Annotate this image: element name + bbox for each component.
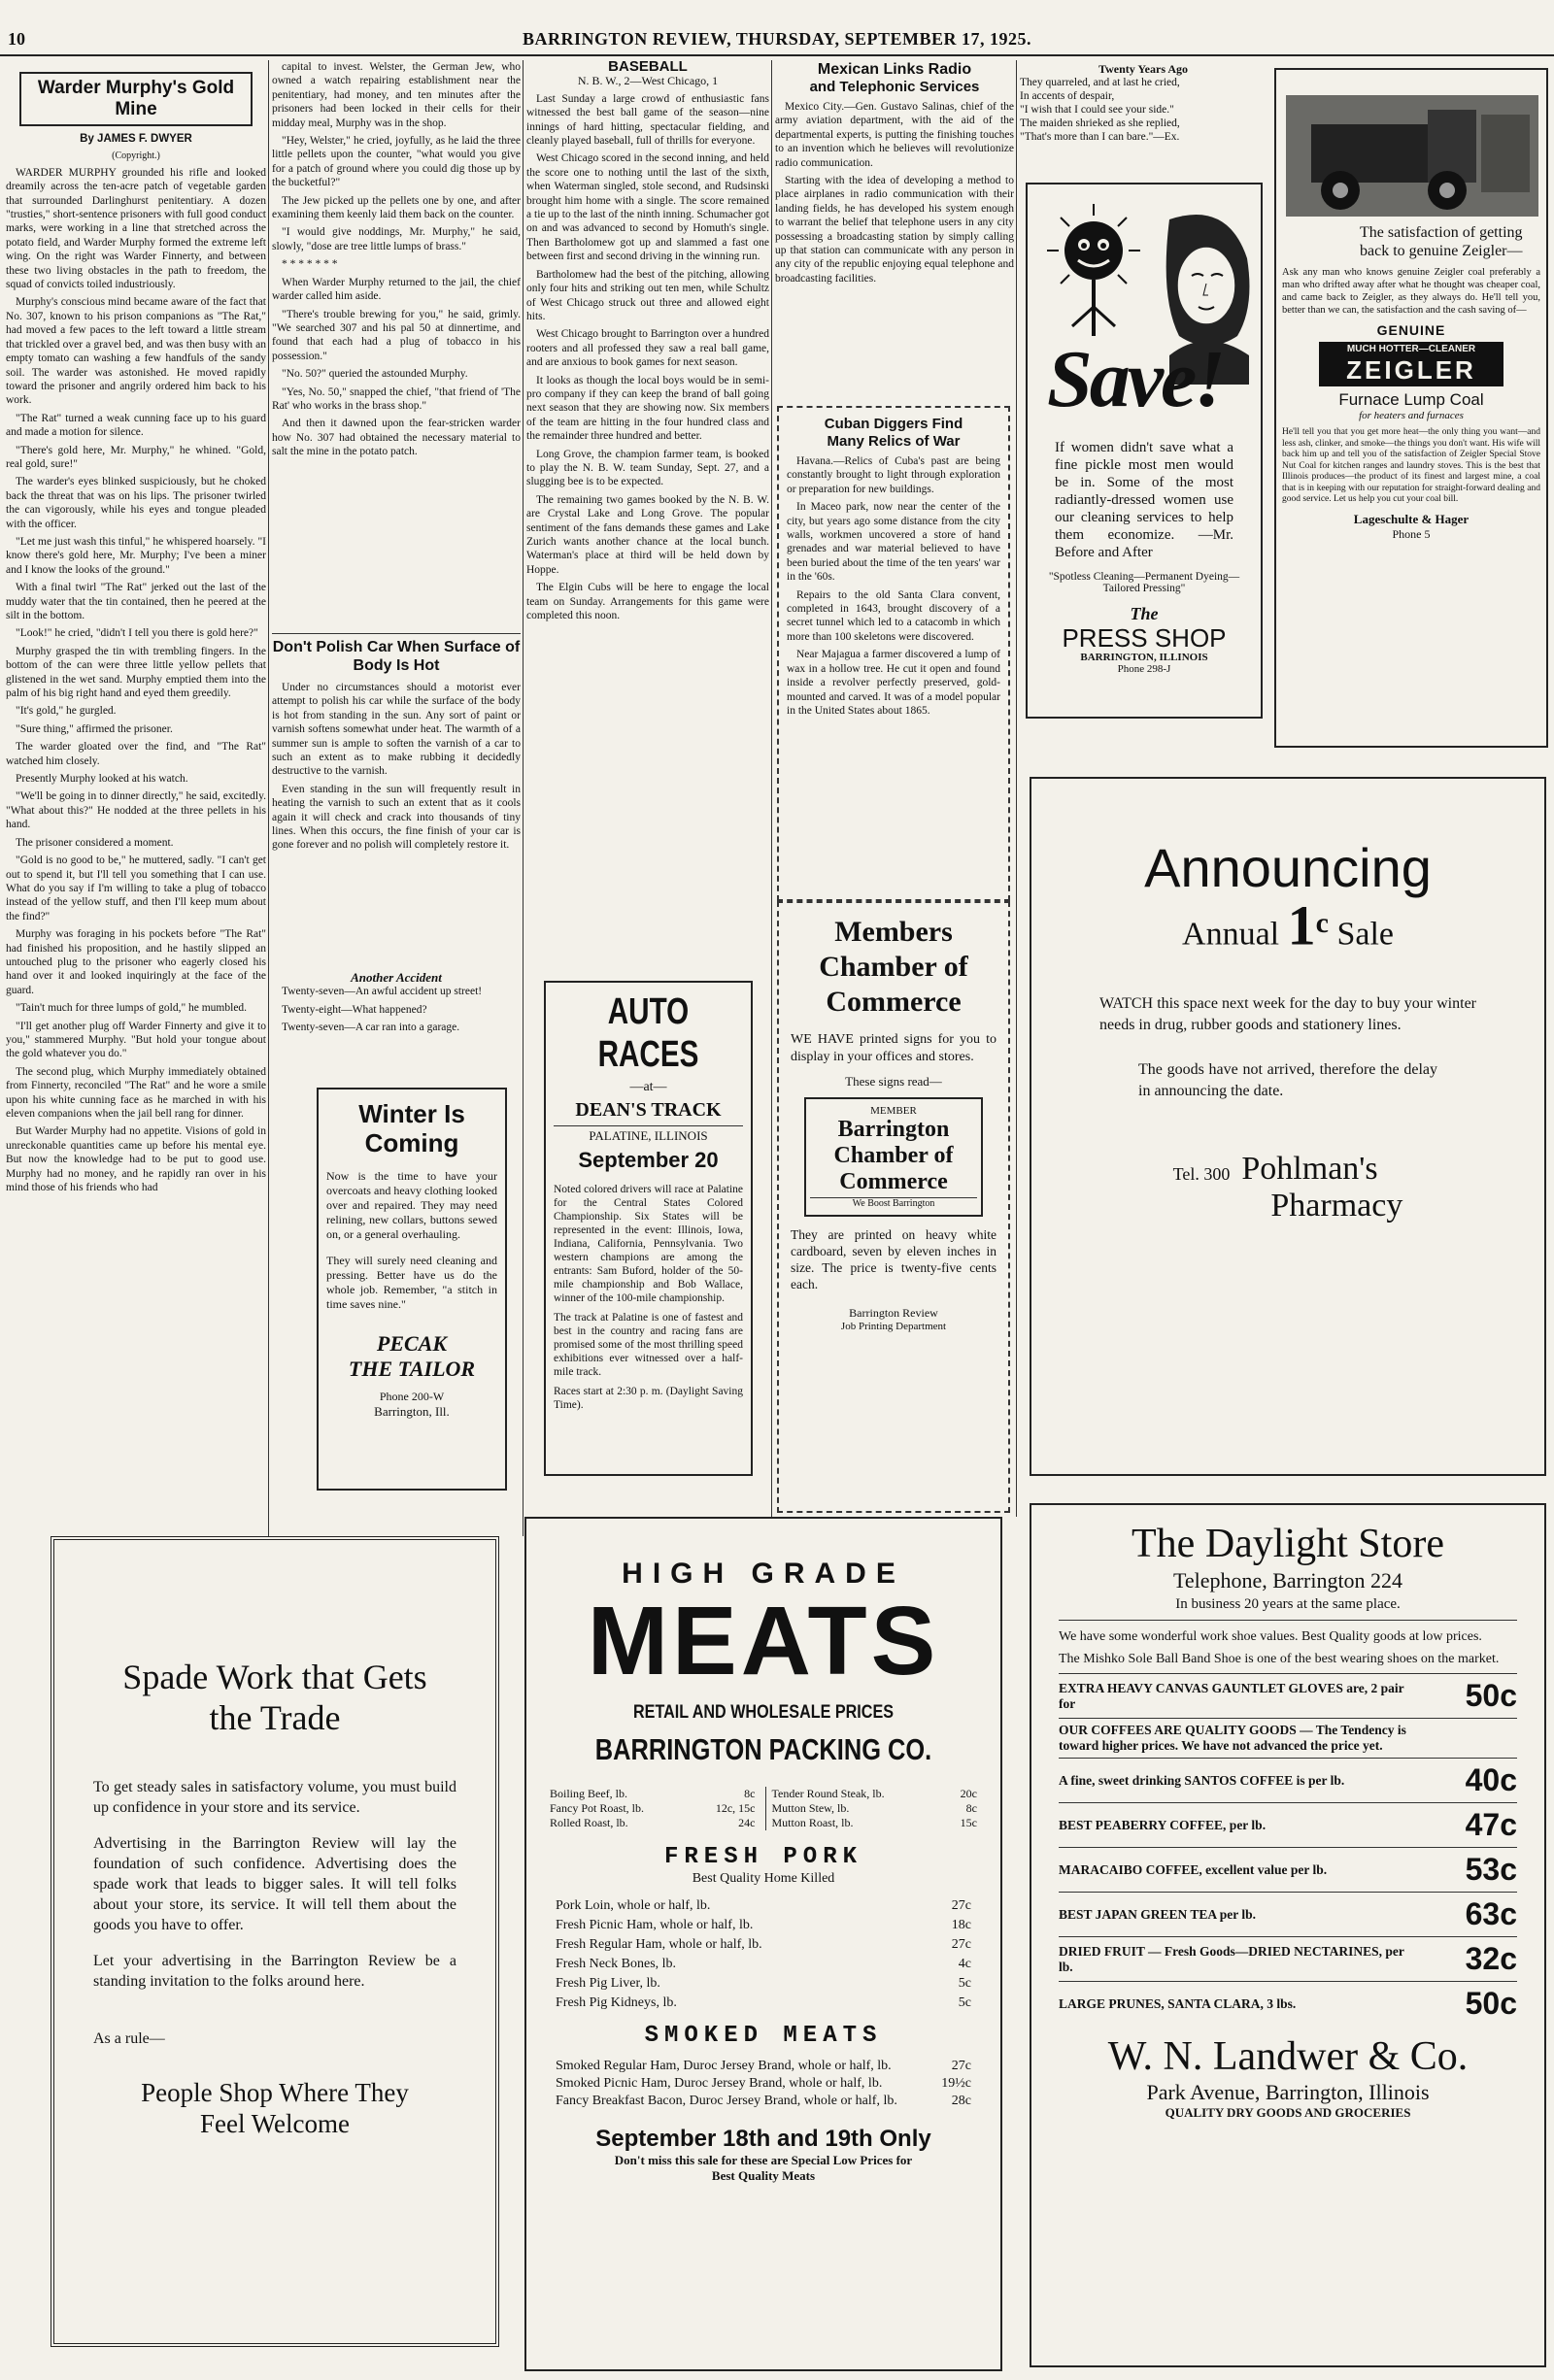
beef-item-name: Rolled Roast, lb. — [550, 1816, 628, 1829]
baseball-paragraph: Last Sunday a large crowd of enthusiastic fans witnessed the best ball game of the season—nine innings of hard hitting, spectacular fielding, and cleanly played baseball, full of thrills for everyone. — [526, 92, 769, 148]
smoked-item — [556, 2075, 971, 2093]
story-paragraph: The second plug, which Murphy immediately obtained from Finnerty, reconciled "The Rat" and he wore a smile upon his white cunning face as he marched in with his eleven companions when the jail bell rang for dinner. — [6, 1065, 266, 1120]
story-paragraph: The prisoner considered a moment. — [16, 836, 174, 849]
press-the: The — [1130, 604, 1159, 623]
story-paragraph: WARDER MURPHY grounded his rifle and looked dreamily across the ten-acre patch of vegetable garden that surrounded Darlinghurst penitentiary. A dozen "trusties," short-sentence prisoners with full good conduct marks, were working in a line that stretched across the potato field, and Warder Murphy formed the extreme left wing. On the right was Warder Finnerty, and between these two living obstacles in the path to freedom, the squad of convicts toiled industriously. — [6, 166, 266, 291]
baseball-paragraph: Bartholomew had the best of the pitching, allowing only four hits and striking out ten men, while Schultz of West Chicago struck out three and allowed eight hits. — [526, 268, 769, 322]
meats-high-grade: HIGH GRADE — [622, 1558, 905, 1590]
mutton-item-name: Tender Round Steak, lb. — [771, 1787, 885, 1800]
save-headline: Save! — [1047, 334, 1223, 424]
story-paragraph: capital to invest. Welster, the German Jew, who owned a watch repairing establishment near the penitentiary, had money, and ten minutes after the prisoners had been locked in their cells for their midday meal, Murphy was in the shop. — [272, 61, 521, 129]
zeigler-for: for heaters and furnaces — [1359, 410, 1464, 421]
tailor-headline-1: Winter Is — [358, 1099, 465, 1128]
zeigler-phone: Phone 5 — [1392, 526, 1431, 541]
verse-line: "That's more than I can bare."—Ex. — [1020, 131, 1180, 143]
column-rule — [523, 60, 524, 1536]
zeigler-dealer: Lageschulte & Hager — [1353, 511, 1470, 526]
daylight-item-price: 50c — [1465, 1678, 1517, 1713]
smoked-meats-title: SMOKED MEATS — [644, 2023, 883, 2049]
pharmacy-sale — [1070, 893, 1505, 958]
tailor-name-2: THE TAILOR — [348, 1357, 476, 1381]
smoked-item-price: 19½c — [941, 2076, 971, 2091]
polish-article — [272, 633, 521, 971]
pork-item-name: Fresh Pig Kidneys, lb. — [556, 1995, 677, 2010]
spade-work-ad — [51, 1536, 499, 2347]
story-paragraph: "There's gold here, Mr. Murphy," he whined. "Gold, real gold, sure!" — [6, 444, 266, 470]
spade-title-1: Spade Work that Gets — [122, 1658, 427, 1696]
cuban-paragraph: In Maceo park, now near the center of the city, but years ago some distance from the city walls, workmen uncovered a store of hand grenades and war material believed to have been buried about the time of the ten years' war in the '60s. — [787, 501, 1000, 584]
meats-beef-table — [550, 1787, 977, 1830]
masthead — [0, 27, 1554, 56]
mutton-item-name: Mutton Roast, lb. — [771, 1816, 854, 1829]
cuban-paragraph: Havana.—Relics of Cuba's past are being constantly brought to light through exploration or preparation for new buildings. — [787, 455, 1000, 495]
sign-line-1: Barrington — [837, 1117, 950, 1142]
story-paragraph: The warder's eyes blinked suspiciously, but he choked back the threat that was on his lips. The prisoner twirled the can vigorously, while his eyes and tongue pleaded with the officer. — [6, 476, 266, 530]
races-track: DEAN'S TRACK — [575, 1099, 722, 1121]
story-paragraph: "Hey, Welster," he cried, joyfully, as he laid the three little pellets upon the counter, "what would you give for a patch of ground where you could dig those up by the bucketful?" — [272, 135, 521, 189]
story-continued-body — [272, 60, 521, 459]
story-paragraph: "We'll be going in to dinner directly," he said, excitedly. "What about this?" He nodded at the three pellets in his hand. — [6, 790, 266, 831]
pork-item-price: 27c — [951, 1937, 971, 1952]
mutton-item — [772, 1801, 978, 1816]
spade-para-3: Let your advertising in the Barrington Review be a standing invitation to the folks around here. — [93, 1953, 456, 1990]
chamber-sign — [804, 1097, 983, 1217]
accident-body — [272, 985, 521, 1034]
smoked-item — [556, 2058, 971, 2075]
baseball-paragraph: West Chicago brought to Barrington over a hundred rooters and all professed they saw a real ball game, and are anxious to book games for next season. — [526, 328, 769, 369]
mutton-item-name: Mutton Stew, lb. — [771, 1801, 850, 1815]
pharmacy-tel: Tel. 300 — [1172, 1164, 1231, 1185]
beef-item-price: 8c — [744, 1787, 756, 1800]
tailor-headline-2: Coming — [364, 1128, 459, 1157]
story-paragraph: "Tain't much for three lumps of gold," he mumbled. — [16, 1002, 248, 1015]
daylight-item-price: 63c — [1465, 1896, 1517, 1931]
press-city: BARRINGTON, ILLINOIS — [1080, 652, 1208, 663]
press-slogan: "Spotless Cleaning—Permanent Dyeing—Tailored Pressing" — [1048, 571, 1240, 594]
story-paragraph: Murphy was foraging in his pockets before "The Rat" had finished his proposition, and he hastily slipped an untouched plug to the prisoner who eagerly closed his hand over it and looked inquiringly at the face of the guard. — [6, 928, 266, 996]
story-paragraph: "Gold is no good to be," he muttered, sadly. "I can't get out to spend it, but I'll tell you something that I can use. What do you say if I'm willing to take a plug of tobacco instead of the yellow stuff, and then I'll keep mum about the find?" — [6, 855, 266, 922]
races-date: September 20 — [578, 1148, 719, 1172]
spade-para-2: Advertising in the Barrington Review will lay the foundation of such confidence. Advertising does the spade work that leads to bigger sales. It will tell folks about your store, its service. It will tell them about the goods you have to offer. — [93, 1835, 456, 1933]
polish-paragraph: Even standing in the sun will frequently result in heating the varnish to such an extent that as it cools again it will check and crack into thousands of tiny lines. When this occurs, the fine finish of your car is gone forever and no polish will completely restore it. — [272, 783, 521, 852]
story-paragraph: "Look!" he cried, "didn't I tell you there is gold here?" — [16, 627, 258, 640]
sale-number: 1 — [1287, 893, 1316, 957]
sale-word-1: Annual — [1182, 916, 1280, 953]
daylight-owner: W. N. Landwer & Co. — [1107, 2034, 1469, 2079]
story-paragraph: Presently Murphy looked at his watch. — [16, 773, 188, 786]
pork-item-name: Fresh Picnic Ham, whole or half, lb. — [556, 1918, 754, 1932]
smoked-item-price: 28c — [951, 2094, 971, 2108]
story-paragraph: "Yes, No. 50," snapped the chief, "that friend of 'The Rat' who works in the brass shop." — [272, 385, 521, 412]
meats-foot-2: Best Quality Meats — [711, 2168, 816, 2183]
meats-subtitle: RETAIL AND WHOLESALE PRICES — [633, 1702, 894, 1723]
sale-cent: c — [1315, 907, 1329, 939]
pork-item — [556, 1916, 971, 1935]
daylight-item — [1059, 1802, 1517, 1847]
auto-races-ad — [544, 981, 753, 1476]
pork-item-price: 5c — [958, 1995, 971, 2010]
pork-item-name: Pork Loin, whole or half, lb. — [556, 1898, 711, 1913]
sale-word-2: Sale — [1336, 916, 1394, 953]
meats-right-list — [765, 1787, 978, 1830]
chamber-foot-1: Barrington Review — [849, 1306, 938, 1320]
baseball-score: N. B. W., 2—West Chicago, 1 — [577, 74, 719, 88]
pork-item-price: 27c — [951, 1898, 971, 1913]
masthead-rule — [0, 54, 1554, 56]
story-paragraph: Murphy grasped the tin with trembling fingers. In the bottom of the can were three little yellow pellets that glistened in the wet sand. Murphy emptied them into the palm of his big right hand and eyed them greedily. — [6, 645, 266, 700]
beef-item-price: 24c — [738, 1816, 756, 1829]
zeigler-body: Ask any man who knows genuine Zeigler coal preferably a man who drifted away after what he thought was cheaper coal, and came back to Zeigler, as they always do. He'll tell you, better than we can, the satisfaction and the cash saving of— — [1282, 267, 1540, 316]
press-shop-ad — [1026, 183, 1263, 719]
pork-item-name: Fresh Neck Bones, lb. — [556, 1957, 677, 1971]
story-paragraph: When Warder Murphy returned to the jail, the chief warder called him aside. — [272, 276, 521, 303]
sign-motto: We Boost Barrington — [810, 1197, 977, 1209]
mutton-item-price: 20c — [960, 1787, 977, 1800]
verse-line: They quarreled, and at last he cried, — [1020, 77, 1180, 88]
verse-body — [1020, 76, 1267, 144]
newspaper-title: BARRINGTON REVIEW, THURSDAY, SEPTEMBER 17, 1925. — [523, 29, 1031, 49]
mexican-paragraph: Starting with the idea of developing a method to place airplanes in radio communication with their landing fields, he has developed his system enough to warrant the belief that telephone users in any city possessing a broadcasting station by simply calling up that station can communicate with any person in any city of the republic enjoying equal telephone and broadcasting facilities. — [775, 175, 1014, 285]
daylight-item-name: EXTRA HEAVY CANVAS GAUNTLET GLOVES are, 2 pair for — [1059, 1680, 1404, 1711]
story-column — [6, 60, 266, 1536]
chamber-title-3: Commerce — [826, 986, 962, 1018]
beef-item-name: Fancy Pot Roast, lb. — [550, 1801, 645, 1815]
beef-item-name: Boiling Beef, lb. — [550, 1787, 627, 1800]
races-city: PALATINE, ILLINOIS — [554, 1125, 743, 1144]
column-rule — [1016, 60, 1017, 1517]
story-paragraph: "It's gold," he gurgled. — [16, 705, 117, 718]
pork-item-price: 18c — [951, 1918, 971, 1932]
zeigler-fine-print: He'll tell you that you get more heat—the only thing you want—and less ash, clinker, and smoke—the things you don't want. His wife will back him up and tell you of the satisfaction of Zeigler Special Stove Nut Coal for kitchen ranges and laundry stoves. This is the best that Illinois produces—the product of its finest and largest mine, a coal that is in keeping with our reputation for straight-forward dealing and good service. Let us help you cut your coal bill. — [1282, 427, 1540, 504]
daylight-store-ad — [1030, 1503, 1546, 2367]
story-paragraph: "No. 50?" queried the astounded Murphy. — [282, 368, 468, 381]
story-paragraph: Murphy's conscious mind became aware of the fact that No. 307, known to his prison companions as "The Rat," had moved a few paces to the left toward a little stream that trickled over a gravel bed, and was then busy with an empty tomato can washing a few handfuls of the sandy soil. The warder was astonished. He moved rapidly toward the prisoner and angrily ordered him back to his work. — [6, 296, 266, 407]
tailor-phone: Phone 200-W — [379, 1390, 445, 1403]
polish-body — [272, 681, 521, 853]
mutton-item — [772, 1787, 978, 1801]
spade-title-2: the Trade — [209, 1698, 341, 1737]
baseball-article — [526, 60, 769, 973]
daylight-item-name: A fine, sweet drinking SANTOS COFFEE is per lb. — [1059, 1772, 1345, 1788]
daylight-tag: QUALITY DRY GOODS AND GROCERIES — [1165, 2105, 1411, 2120]
smoked-item-name: Fancy Breakfast Bacon, Duroc Jersey Brand, whole or half, lb. — [556, 2094, 897, 2108]
sign-line-2: Chamber of — [833, 1143, 954, 1168]
races-at: —at— — [629, 1080, 667, 1094]
daylight-price-list — [1059, 1673, 1517, 2026]
meats-dates: September 18th and 19th Only — [595, 2126, 931, 2152]
pork-item-name: Fresh Regular Ham, whole or half, lb. — [556, 1937, 762, 1952]
daylight-item-name: DRIED FRUIT — Fresh Goods—DRIED NECTARINES, per lb. — [1059, 1943, 1404, 1974]
races-time: Races start at 2:30 p. m. (Daylight Saving Time). — [554, 1386, 743, 1411]
accident-line: Twenty-eight—What happened? — [282, 1003, 427, 1016]
pork-item — [556, 1974, 971, 1994]
pharmacy-name-1: Pohlman's — [1241, 1151, 1378, 1188]
meats-ad — [524, 1517, 1002, 2371]
fresh-pork-title: FRESH PORK — [663, 1844, 863, 1870]
press-name: PRESS SHOP — [1062, 623, 1227, 653]
story-paragraph: "The Rat" turned a weak cunning face up to his guard and made a motion for silence. — [6, 412, 266, 439]
smoked-item-name: Smoked Regular Ham, Duroc Jersey Brand, whole or half, lb. — [556, 2059, 892, 2073]
press-illustration — [1033, 190, 1255, 433]
story-paragraph: "Sure thing," affirmed the prisoner. — [16, 722, 173, 735]
verse-line: The maiden shrieked as she replied, — [1020, 117, 1180, 129]
baseball-body — [526, 92, 769, 623]
races-title: AUTO RACES — [597, 991, 699, 1075]
pharmacy-footer — [1070, 1151, 1505, 1224]
pork-item-name: Fresh Pig Liver, lb. — [556, 1976, 660, 1991]
mexican-title-2: and Telephonic Services — [809, 79, 980, 95]
story-title: Warder Murphy's Gold Mine — [37, 78, 235, 119]
sign-member: MEMBER — [870, 1105, 917, 1117]
baseball-paragraph: The remaining two games booked by the N. B. W. are Crystal Lake and Long Grove. The popular sentiment of the fans demands these games and Lake Zurich wants another chance at the local bunch. Waterman's place at third will be held down by Hoppe. — [526, 493, 769, 576]
daylight-item — [1059, 1758, 1517, 1802]
tailor-city: Barrington, Ill. — [374, 1404, 450, 1419]
beef-item — [550, 1787, 756, 1801]
daylight-item — [1059, 1847, 1517, 1892]
meats-company: BARRINGTON PACKING CO. — [594, 1732, 932, 1766]
story-paragraph: "There's trouble brewing for you," he said, grimly. "We searched 307 and his pal 50 at dinnertime, and found that each had a plug of tobacco in his possession." — [272, 308, 521, 362]
verse-title: Twenty Years Ago — [1098, 62, 1188, 76]
beef-item — [550, 1816, 756, 1830]
daylight-item — [1059, 1936, 1517, 1981]
pharmacy-title: Announcing — [1144, 837, 1432, 898]
pharmacy-body-2: The goods have not arrived, therefore the delay in announcing the date. — [1138, 1061, 1437, 1100]
accident-line: Twenty-seven—An awful accident up street! — [282, 986, 483, 998]
chamber-body: WE HAVE printed signs for you to display in your offices and stores. — [791, 1032, 997, 1064]
fresh-pork-sub: Best Quality Home Killed — [692, 1871, 835, 1886]
polish-paragraph: Under no circumstances should a motorist ever attempt to polish his car while the surface of the body is hot from standing in the sun. Any sort of paint or varnish softens somewhat under heat. The warmth of a summer sun is ample to soften the varnish of a car to such an extent as to make rubbing it decidedly destructive to the varnish. — [272, 682, 521, 778]
meats-foot-1: Don't miss this sale for these are Special Low Prices for — [614, 2153, 913, 2167]
verse-line: In accents of despair, — [1020, 90, 1115, 102]
baseball-title: BASEBALL — [608, 60, 688, 75]
smoked-item-name: Smoked Picnic Ham, Duroc Jersey Brand, whole or half, lb. — [556, 2076, 883, 2091]
pork-item-price: 5c — [958, 1976, 971, 1991]
daylight-years: In business 20 years at the same place. — [1059, 1594, 1517, 1621]
races-body-2: The track at Palatine is one of fastest and best in the country and racing fans are promised some of the most thrilling speed exhibitions ever witnessed over a half-mile track. — [554, 1312, 743, 1378]
daylight-phone: Telephone, Barrington 224 — [1172, 1568, 1403, 1592]
smoked-item-price: 27c — [951, 2059, 971, 2073]
daylight-intro: We have some wonderful work shoe values. Best Quality goods at low prices. — [1059, 1629, 1482, 1644]
cuban-body — [787, 454, 1000, 718]
races-body: Noted colored drivers will race at Palatine for the Central States Colored Championship. Six States will be represented in the event: Illinois, Iowa, Indiana, California, Pennsylvania. Two western champions are among the entrants: Sam Buford, holder of the 50-mile championship and Bob Wallace, winner of the 100-mile championship. — [554, 1184, 743, 1304]
story-paragraph: "Let me just wash this tinful," he whispered hoarsely. "I know there's gold here, Mr. Murphy; I've been a miner and I know the looks of the ground." — [6, 535, 266, 576]
daylight-item — [1059, 1673, 1517, 1718]
sign-line-3: Commerce — [839, 1169, 948, 1194]
chamber-title-1: Members — [834, 916, 953, 948]
cuban-paragraph: Repairs to the old Santa Clara convent, completed in 1643, brought discovery of a secret tunnel which led to a catacomb in which more than 100 skeletons were discovered. — [787, 588, 1000, 643]
pork-item — [556, 1935, 971, 1955]
cuban-paragraph: Near Majagua a farmer discovered a lump of wax in a hollow tree. He cut it open and found inside a revolver perfectly preserved, gold-mounted and carved. It was of a model popular in the United States about 1865. — [787, 649, 1000, 717]
daylight-item-name: OUR COFFEES ARE QUALITY GOODS — The Tendency is toward higher prices. We have not advanced the price yet. — [1059, 1723, 1406, 1753]
baseball-paragraph: West Chicago scored in the second inning, and held the score one to nothing until the last of the sixth, when Waterman singled, stole second, and Rudsinski brought him home with a single. The score remained a tie up to the last of the ninth inning. Schumacher got on and was advanced to second by Homuth's single. Then Bartholomew got up and slammed a fast one between first and second driving in the winning run. — [526, 152, 769, 263]
pork-item-price: 4c — [958, 1957, 971, 1971]
daylight-item — [1059, 1718, 1517, 1758]
story-paragraph: The Jew picked up the pellets one by one, and after examining them keenly laid them back on the counter. — [272, 194, 521, 221]
mexican-radio-article — [775, 60, 1014, 381]
cuban-article — [777, 406, 1010, 901]
mexican-title-1: Mexican Links Radio — [817, 61, 972, 78]
fresh-pork-list — [550, 1896, 977, 2013]
pork-item — [556, 1994, 971, 2013]
story-body — [6, 166, 266, 1195]
page-number: 10 — [8, 29, 25, 49]
cuban-title-1: Cuban Diggers Find — [824, 416, 963, 432]
cuban-title-2: Many Relics of War — [827, 433, 961, 450]
tailor-name-1: PECAK — [376, 1331, 448, 1356]
daylight-item-name: LARGE PRUNES, SANTA CLARA, 3 lbs. — [1059, 1995, 1297, 2011]
beef-item — [550, 1801, 756, 1816]
chamber-title-2: Chamber of — [819, 951, 968, 983]
sun-figure-icon — [1047, 204, 1140, 336]
chamber-foot-2: Job Printing Department — [840, 1321, 947, 1332]
spade-rule: As a rule— — [93, 2030, 165, 2047]
accident-joke — [272, 971, 521, 1039]
baseball-paragraph: Long Grove, the champion farmer team, is booked to play the N. B. W. team Sunday, Sept. 27, and a slugging bee is to be expected. — [526, 448, 769, 488]
story-paragraph: The warder gloated over the find, and "The Rat" watched him closely. — [6, 741, 266, 767]
tailor-body: Now is the time to have your overcoats and heavy clothing looked over and repaired. They may need relining, new collars, buttons sewed on, or a general overhauling. — [326, 1169, 497, 1241]
daylight-shoe: The Mishko Sole Ball Band Shoe is one of the best wearing shoes on the market. — [1059, 1652, 1500, 1666]
story-paragraph: With a final twirl "The Rat" jerked out the last of the muddy water that the tin contained, then he peered at the silt in the bottom. — [6, 582, 266, 621]
baseball-paragraph: It looks as though the local boys would be in semi-pro company if they can keep the brand of ball going next season that they are showing now. Six members of the team are hitting in the four hundred class and the remainder three hundred and better. — [526, 374, 769, 443]
chamber-read: These signs read— — [845, 1074, 942, 1089]
daylight-item-price: 47c — [1465, 1807, 1517, 1842]
daylight-item — [1059, 1981, 1517, 2026]
daylight-title: The Daylight Store — [1132, 1522, 1444, 1566]
zeigler-logo — [1319, 342, 1503, 386]
mexican-body — [775, 100, 1014, 285]
tailor-ad — [317, 1088, 507, 1491]
daylight-address: Park Avenue, Barrington, Illinois — [1146, 2080, 1430, 2104]
verse-line: "I wish that I could see your side." — [1020, 104, 1174, 116]
column-rule — [771, 60, 772, 1517]
zeigler-genuine: GENUINE — [1376, 322, 1446, 338]
chamber-body-2: They are printed on heavy white cardboard, seven by eleven inches in size. The price is twenty-five cents each. — [791, 1227, 997, 1291]
smoked-meats-list — [550, 2058, 977, 2110]
pharmacy-body: WATCH this space next week for the day to buy your winter needs in drug, rubber goods and stationery lines. — [1099, 995, 1476, 1034]
press-body: If women didn't save what a fine pickle most men would be in. Some of the most radiantly-dressed women use our cleaning services to help them economize. —Mr. Before and After — [1055, 440, 1233, 560]
daylight-item-name: BEST JAPAN GREEN TEA per lb. — [1059, 1906, 1257, 1922]
story-paragraph: But Warder Murphy had no appetite. Visions of gold in unreckonable quantities came up before his mental eye. But now the knowledge had to be put to good use. Murphy had no money, and he rapidly ran over in his mind those of his friends who had — [6, 1125, 266, 1194]
story-paragraph: * * * * * * * — [282, 258, 338, 271]
accident-title: Another Accident — [351, 971, 442, 985]
story-byline: By JAMES F. DWYER — [80, 133, 192, 145]
story-paragraph: And then it dawned upon the fear-stricken warder how No. 307 had obtained the necessary material to salt the mine in the potato patch. — [272, 418, 521, 458]
zeigler-brand: ZEIGLER — [1346, 355, 1476, 385]
daylight-item — [1059, 1892, 1517, 1936]
coal-truck-icon — [1282, 76, 1542, 221]
meats-left-list — [550, 1787, 756, 1830]
spade-para-1: To get steady sales in satisfactory volume, you must build up confidence in your store and its service. — [93, 1779, 456, 1816]
pork-item — [556, 1955, 971, 1974]
spade-close-2: Feel Welcome — [199, 2109, 351, 2138]
mutton-item-price: 15c — [960, 1816, 977, 1829]
zeigler-product: Furnace Lump Coal — [1338, 390, 1484, 409]
story-title-box — [19, 72, 253, 126]
mexican-paragraph: Mexico City.—Gen. Gustavo Salinas, chief of the army aviation department, with the aid of the departmental experts, is putting the finishing touches to an invention which he believes will revolutionize radio communication. — [775, 101, 1014, 169]
story-continued — [272, 60, 521, 623]
mutton-item — [772, 1816, 978, 1830]
pharmacy-name-2: Pharmacy — [1270, 1188, 1403, 1224]
spade-close-1: People Shop Where They — [141, 2078, 409, 2107]
polish-title: Don't Polish Car When Surface of Body Is Hot — [272, 633, 521, 675]
accident-line: Twenty-seven—A car ran into a garage. — [282, 1022, 460, 1034]
zeigler-tagline: MUCH HOTTER—CLEANER — [1346, 344, 1476, 354]
story-paragraph: "I would give noddings, Mr. Murphy," he said, slowly, "dose are tree little lumps of brass." — [272, 226, 521, 252]
mutton-item-price: 8c — [965, 1801, 977, 1815]
verse — [1020, 62, 1267, 179]
baseball-paragraph: The Elgin Cubs will be here to engage the local team on Sunday. Arrangements for this game were completed this noon. — [526, 582, 769, 622]
meats-title: MEATS — [587, 1587, 940, 1695]
daylight-item-name: BEST PEABERRY COFFEE, per lb. — [1059, 1817, 1267, 1832]
zeigler-head: The satisfaction of getting back to genuine Zeigler— — [1360, 224, 1523, 259]
daylight-item-price: 32c — [1465, 1941, 1517, 1976]
chamber-ad — [777, 901, 1010, 1513]
pork-item — [556, 1896, 971, 1916]
zeigler-coal-ad — [1274, 68, 1548, 748]
smoked-item — [556, 2093, 971, 2110]
daylight-item-price: 50c — [1465, 1986, 1517, 2021]
column-rule — [268, 60, 269, 1536]
daylight-item-price: 53c — [1465, 1852, 1517, 1887]
pharmacy-ad — [1030, 777, 1546, 1476]
daylight-item-price: 40c — [1465, 1762, 1517, 1797]
beef-item-price: 12c, 15c — [715, 1801, 756, 1815]
press-phone: Phone 298-J — [1117, 663, 1171, 675]
daylight-item-name: MARACAIBO COFFEE, excellent value per lb. — [1059, 1861, 1328, 1877]
story-copyright: (Copyright.) — [112, 151, 160, 162]
tailor-body-2: They will surely need cleaning and pressing. Better have us do the whole job. Remember, "a stitch in time saves nine." — [326, 1254, 497, 1311]
story-paragraph: "I'll get another plug off Warder Finnerty and give it to you," stammered Murphy. "But hold your tongue about the gold whatever you do." — [6, 1020, 266, 1060]
